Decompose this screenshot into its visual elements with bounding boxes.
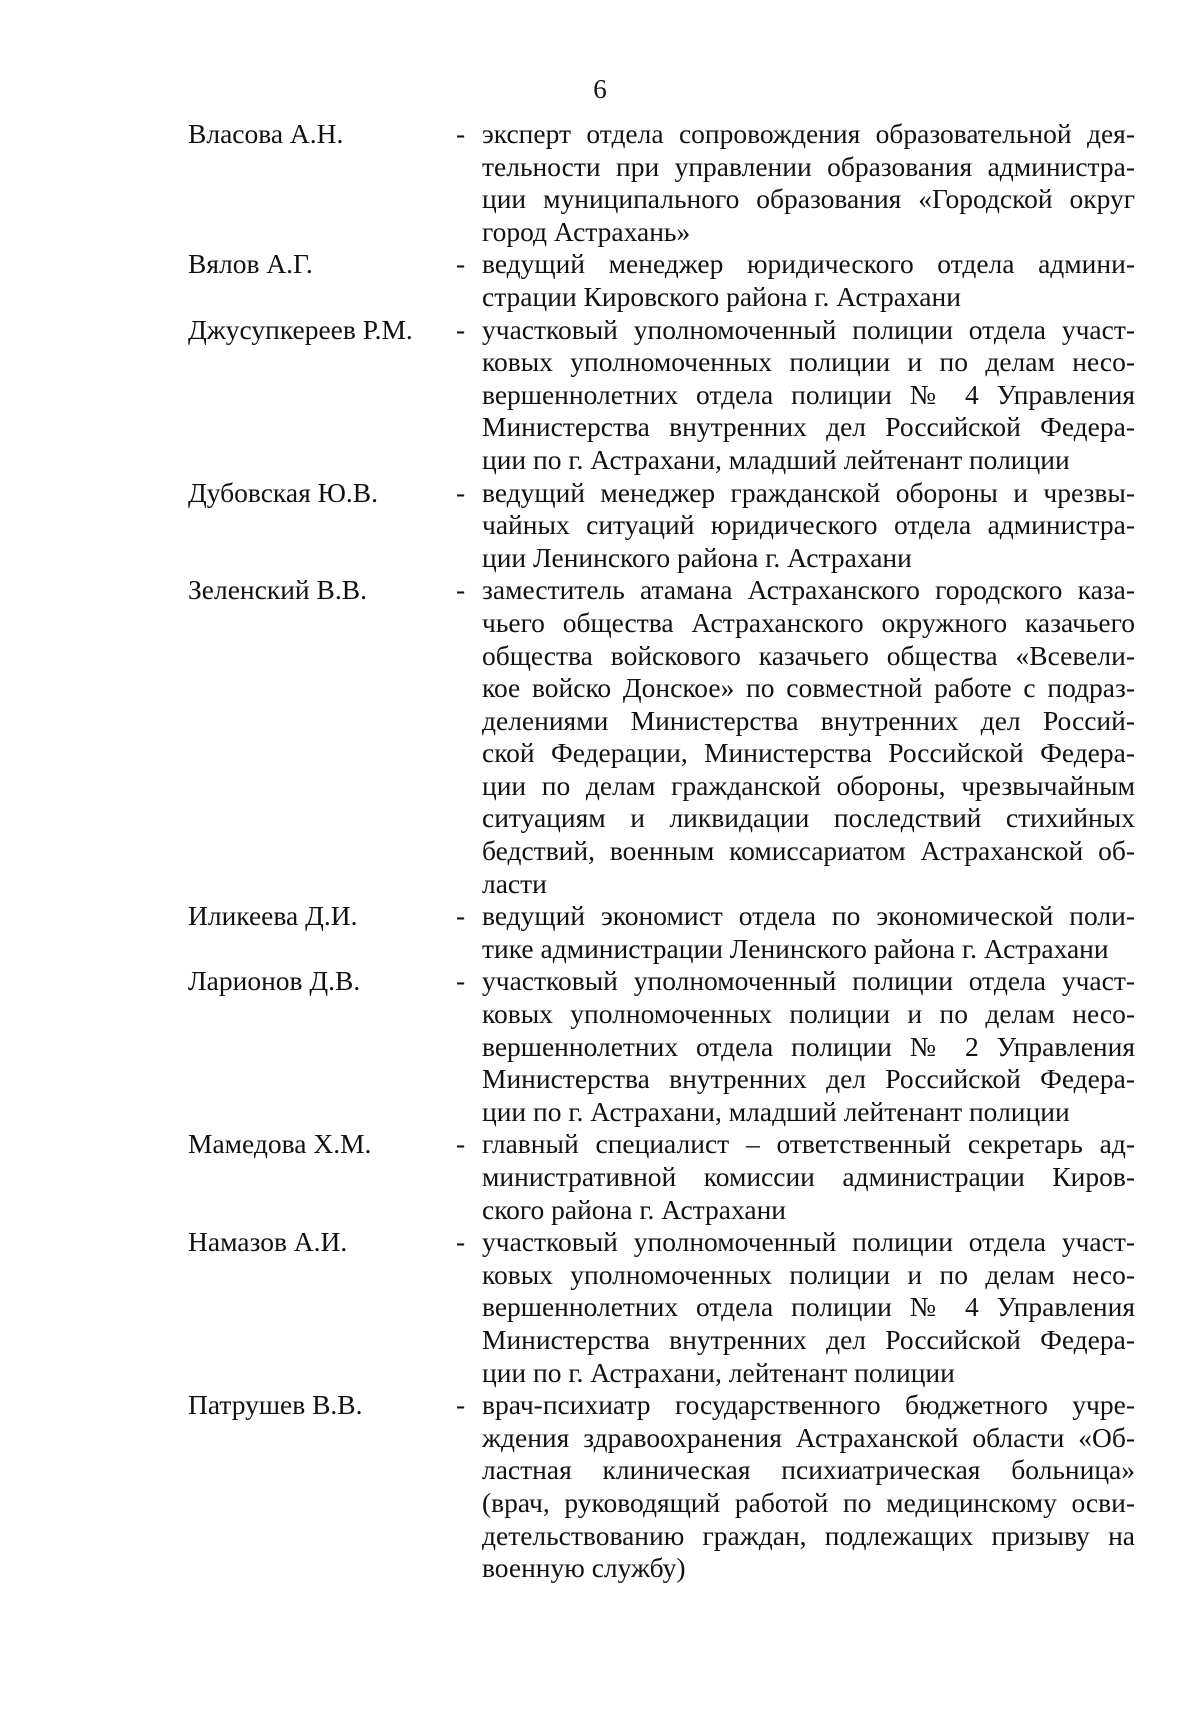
member-position-description bbox=[482, 1226, 1135, 1389]
member-name: Джусупкереев Р.М. bbox=[188, 313, 413, 345]
description-line: участковый уполномоченный полиции отдела участ- bbox=[482, 1226, 1135, 1258]
description-line: Министерства внутренних дел Российской Федера- bbox=[482, 411, 1135, 443]
description-line: Министерства внутренних дел Российской Федера- bbox=[482, 1323, 1135, 1355]
entry-dash: - bbox=[456, 1389, 466, 1421]
description-line: ведущий менеджер гражданской обороны и чрезвы- bbox=[482, 476, 1135, 508]
member-name: Зеленский В.В. bbox=[188, 574, 367, 606]
member-entry bbox=[188, 1128, 1135, 1226]
description-line: участковый уполномоченный полиции отдела участ- bbox=[482, 313, 1135, 345]
description-line: ластная клиническая психиатрическая больница» bbox=[482, 1454, 1135, 1486]
description-line: ции муниципального образования «Городской округ bbox=[482, 183, 1135, 215]
member-name: Вялов А.Г. bbox=[188, 248, 313, 280]
description-line: ского района г. Астрахани bbox=[482, 1193, 787, 1225]
member-position-description bbox=[482, 965, 1135, 1128]
description-line: Министерства внутренних дел Российской Федера- bbox=[482, 1063, 1135, 1095]
description-line: ситуациям и ликвидации последствий стихийных bbox=[482, 802, 1135, 834]
entry-dash: - bbox=[456, 118, 466, 149]
description-line: бедствий, военным комиссариатом Астраханской об- bbox=[482, 835, 1135, 867]
description-line: главный специалист – ответственный секретарь ад- bbox=[482, 1128, 1135, 1160]
member-entry bbox=[188, 248, 1135, 313]
member-entry bbox=[188, 477, 1135, 575]
description-line: ждения здравоохранения Астраханской области «Об- bbox=[482, 1421, 1135, 1453]
member-entry bbox=[188, 965, 1135, 1128]
description-line: ции Ленинского района г. Астрахани bbox=[482, 541, 912, 573]
description-line: (врач, руководящий работой по медицинскому осви- bbox=[482, 1486, 1135, 1518]
member-entry bbox=[188, 900, 1135, 965]
description-line: вершеннолетних отдела полиции № 2 Управления bbox=[482, 1030, 1135, 1062]
description-line: ковых уполномоченных полиции и по делам несо- bbox=[482, 346, 1135, 378]
description-line: заместитель атамана Астраханского городского каза- bbox=[482, 574, 1135, 606]
member-entry bbox=[188, 314, 1135, 477]
description-line: ковых уполномоченных полиции и по делам несо- bbox=[482, 1258, 1135, 1290]
member-entry bbox=[188, 1226, 1135, 1389]
description-line: ведущий менеджер юридического отдела админи- bbox=[482, 248, 1135, 280]
member-name: Мамедова Х.М. bbox=[188, 1128, 372, 1160]
member-entry bbox=[188, 118, 1135, 248]
description-line: вершеннолетних отдела полиции № 4 Управления bbox=[482, 378, 1135, 410]
entry-dash: - bbox=[456, 900, 466, 932]
entry-dash: - bbox=[456, 1226, 466, 1258]
entry-dash: - bbox=[456, 1128, 466, 1160]
member-position-description bbox=[482, 118, 1135, 248]
member-position-description bbox=[482, 477, 1135, 575]
description-line: чьего общества Астраханского окружного казачьего bbox=[482, 606, 1135, 638]
description-line: ции по делам гражданской обороны, чрезвычайным bbox=[482, 769, 1135, 801]
member-name: Власова А.Н. bbox=[188, 118, 344, 149]
description-line: вершеннолетних отдела полиции № 4 Управления bbox=[482, 1291, 1135, 1323]
description-line: врач-психиатр государственного бюджетного учре- bbox=[482, 1389, 1135, 1421]
description-line: ции по г. Астрахани, младший лейтенант полиции bbox=[482, 1095, 1070, 1127]
member-position-description bbox=[482, 900, 1135, 965]
member-position-description bbox=[482, 1128, 1135, 1226]
description-line: ции по г. Астрахани, младший лейтенант полиции bbox=[482, 443, 1070, 475]
description-line: тельности при управлении образования администра- bbox=[482, 150, 1135, 182]
description-line: детельствованию граждан, подлежащих призыву на bbox=[482, 1519, 1135, 1551]
member-list bbox=[188, 118, 1135, 1585]
description-line: ской Федерации, Министерства Российской Федера- bbox=[482, 737, 1135, 769]
description-line: военную службу) bbox=[482, 1552, 686, 1584]
description-line: тике администрации Ленинского района г. Астрахани bbox=[482, 932, 1109, 964]
description-line: чайных ситуаций юридического отдела администра- bbox=[482, 509, 1135, 541]
description-line: общества войскового казачьего общества «Всевели- bbox=[482, 639, 1135, 671]
description-line: ласти bbox=[482, 867, 547, 899]
description-line: страции Кировского района г. Астрахани bbox=[482, 280, 961, 312]
entry-dash: - bbox=[456, 248, 466, 280]
entry-dash: - bbox=[456, 965, 466, 997]
member-position-description bbox=[482, 248, 1135, 313]
description-line: город Астрахань» bbox=[482, 215, 691, 247]
entry-dash: - bbox=[456, 313, 466, 345]
entry-dash: - bbox=[456, 476, 466, 508]
member-name: Ларионов Д.В. bbox=[188, 965, 361, 997]
member-name: Намазов А.И. bbox=[188, 1226, 348, 1258]
description-line: министративной комиссии администрации Киров- bbox=[482, 1161, 1135, 1192]
member-entry bbox=[188, 1389, 1135, 1585]
description-line: ковых уполномоченных полиции и по делам несо- bbox=[482, 998, 1135, 1030]
member-name: Иликеева Д.И. bbox=[188, 900, 358, 932]
description-line: ведущий экономист отдела по экономической поли- bbox=[482, 900, 1135, 932]
page-number: 6 bbox=[593, 74, 607, 104]
description-line: эксперт отдела сопровождения образовательной дея- bbox=[482, 118, 1135, 149]
member-name: Патрушев В.В. bbox=[188, 1389, 363, 1421]
member-position-description bbox=[482, 1389, 1135, 1585]
entry-dash: - bbox=[456, 574, 466, 606]
member-entry bbox=[188, 574, 1135, 900]
member-position-description bbox=[482, 314, 1135, 477]
member-position-description bbox=[482, 574, 1135, 900]
description-line: кое войско Донское» по совместной работе с подраз- bbox=[482, 672, 1135, 704]
description-line: ции по г. Астрахани, лейтенант полиции bbox=[482, 1356, 955, 1388]
description-line: участковый уполномоченный полиции отдела участ- bbox=[482, 965, 1135, 997]
member-name: Дубовская Ю.В. bbox=[188, 476, 378, 508]
description-line: делениями Министерства внутренних дел Россий- bbox=[482, 704, 1135, 736]
